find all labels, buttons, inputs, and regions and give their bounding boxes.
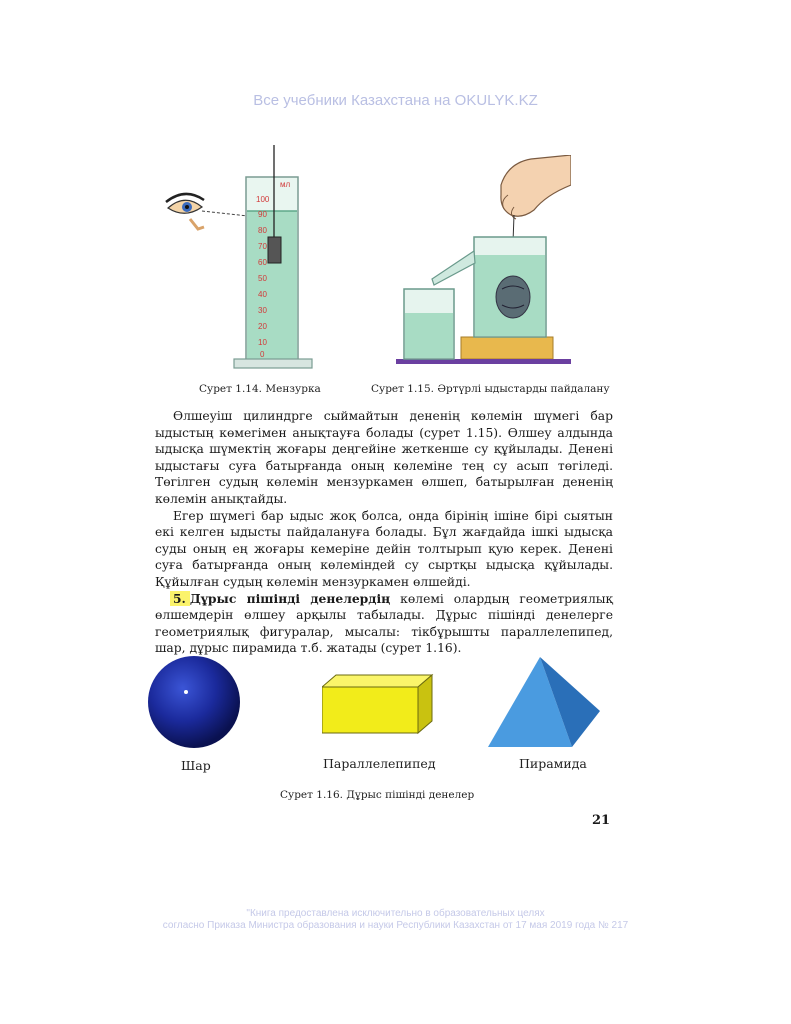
pyramid-shape xyxy=(486,655,602,749)
scale-tick-label: 50 xyxy=(258,274,267,283)
item-number: 5. xyxy=(170,591,190,606)
footer-notice xyxy=(0,908,791,932)
scale-tick-label: 20 xyxy=(258,322,267,331)
figure-1-16-caption: Сурет 1.16. Дұрыс пішінді денелер xyxy=(280,789,475,801)
sphere-shape xyxy=(146,655,246,750)
parallelepiped-shape xyxy=(322,673,434,735)
page-number: 21 xyxy=(592,813,611,828)
item-heading: Дұрыс пішінді денелердің xyxy=(189,590,391,606)
scale-tick-label: 60 xyxy=(258,258,267,267)
paragraph: Егер шүмегі бар ыдыс жоқ болса, онда бірінің ішіне бірі сыятын екі келген ыдысты пайдалануға болады. Бұл жағдайда ішкі ыдысқа суды оның ең жоғары кемеріне дейін толтырып қую керек. Денені суға батырғанда оның көлеміндей су сыртқы ыдысқа құйылады. Құйылған судың көлемін мензуркамен өлшейді. xyxy=(155,508,613,589)
footer-line: согласно Приказа Министра образования и науки Республики Казахстан от 17 мая 2019 года № 217 xyxy=(162,920,629,931)
body-text xyxy=(155,408,613,657)
item-text: көлемі олардың геометриялық өлшемдерін өлшеу арқылы табылады. Дұрыс пішінді денелерге геометриялық фигуралар, мысалы: тікбұрышты параллелепипед, шар, дұрыс пирамида т.б. жатады (сурет 1.16). xyxy=(155,591,613,656)
figure-overflow-vessel xyxy=(396,155,571,367)
paragraph: Өлшеуіш цилиндрге сыймайтын дененің көлемін шүмегі бар ыдыстың көмегімен анықтауға болады (сурет 1.15). Өлшеу алдында ыдысқа шүмектің жоғары деңгейіне жеткенше су құйылады. Денені ыдыстағы суға батырғанда оның көлеміне тең су асып төгіледі. Төгілген судың көлемін мензуркамен өлшеп, батырылған дененің көлемін анықтайды. xyxy=(155,409,613,506)
scale-tick-label: 10 xyxy=(258,338,267,347)
scale-unit: мл xyxy=(280,180,291,189)
scale-tick-label: 80 xyxy=(258,226,267,235)
sphere-label: Шар xyxy=(181,758,211,773)
water xyxy=(247,211,297,366)
footer-line: "Книга предоставлена исключительно в образовательных целях xyxy=(246,908,545,919)
scale-tick-label: 40 xyxy=(258,290,267,299)
scale-tick-label: 70 xyxy=(258,242,267,251)
figure-1-15-caption: Сурет 1.15. Әртүрлі ыдыстарды пайдалану xyxy=(371,383,610,395)
scale-tick-label: 90 xyxy=(258,210,267,219)
figure-1-14-caption: Сурет 1.14. Мензурка xyxy=(199,383,321,395)
header-watermark: Все учебники Казахстана на OKULYK.KZ xyxy=(253,92,538,109)
eye-icon xyxy=(166,194,204,229)
pyramid-label: Пирамида xyxy=(519,756,587,771)
scale-tick-label: 100 xyxy=(256,195,270,204)
figure-measuring-cylinder xyxy=(160,145,320,370)
parallelepiped-label: Параллелепипед xyxy=(323,756,436,771)
hand-icon xyxy=(501,155,571,219)
scale-tick-label: 0 xyxy=(260,350,265,359)
paragraph-item-5 xyxy=(155,591,613,657)
scale-tick-label: 30 xyxy=(258,306,267,315)
